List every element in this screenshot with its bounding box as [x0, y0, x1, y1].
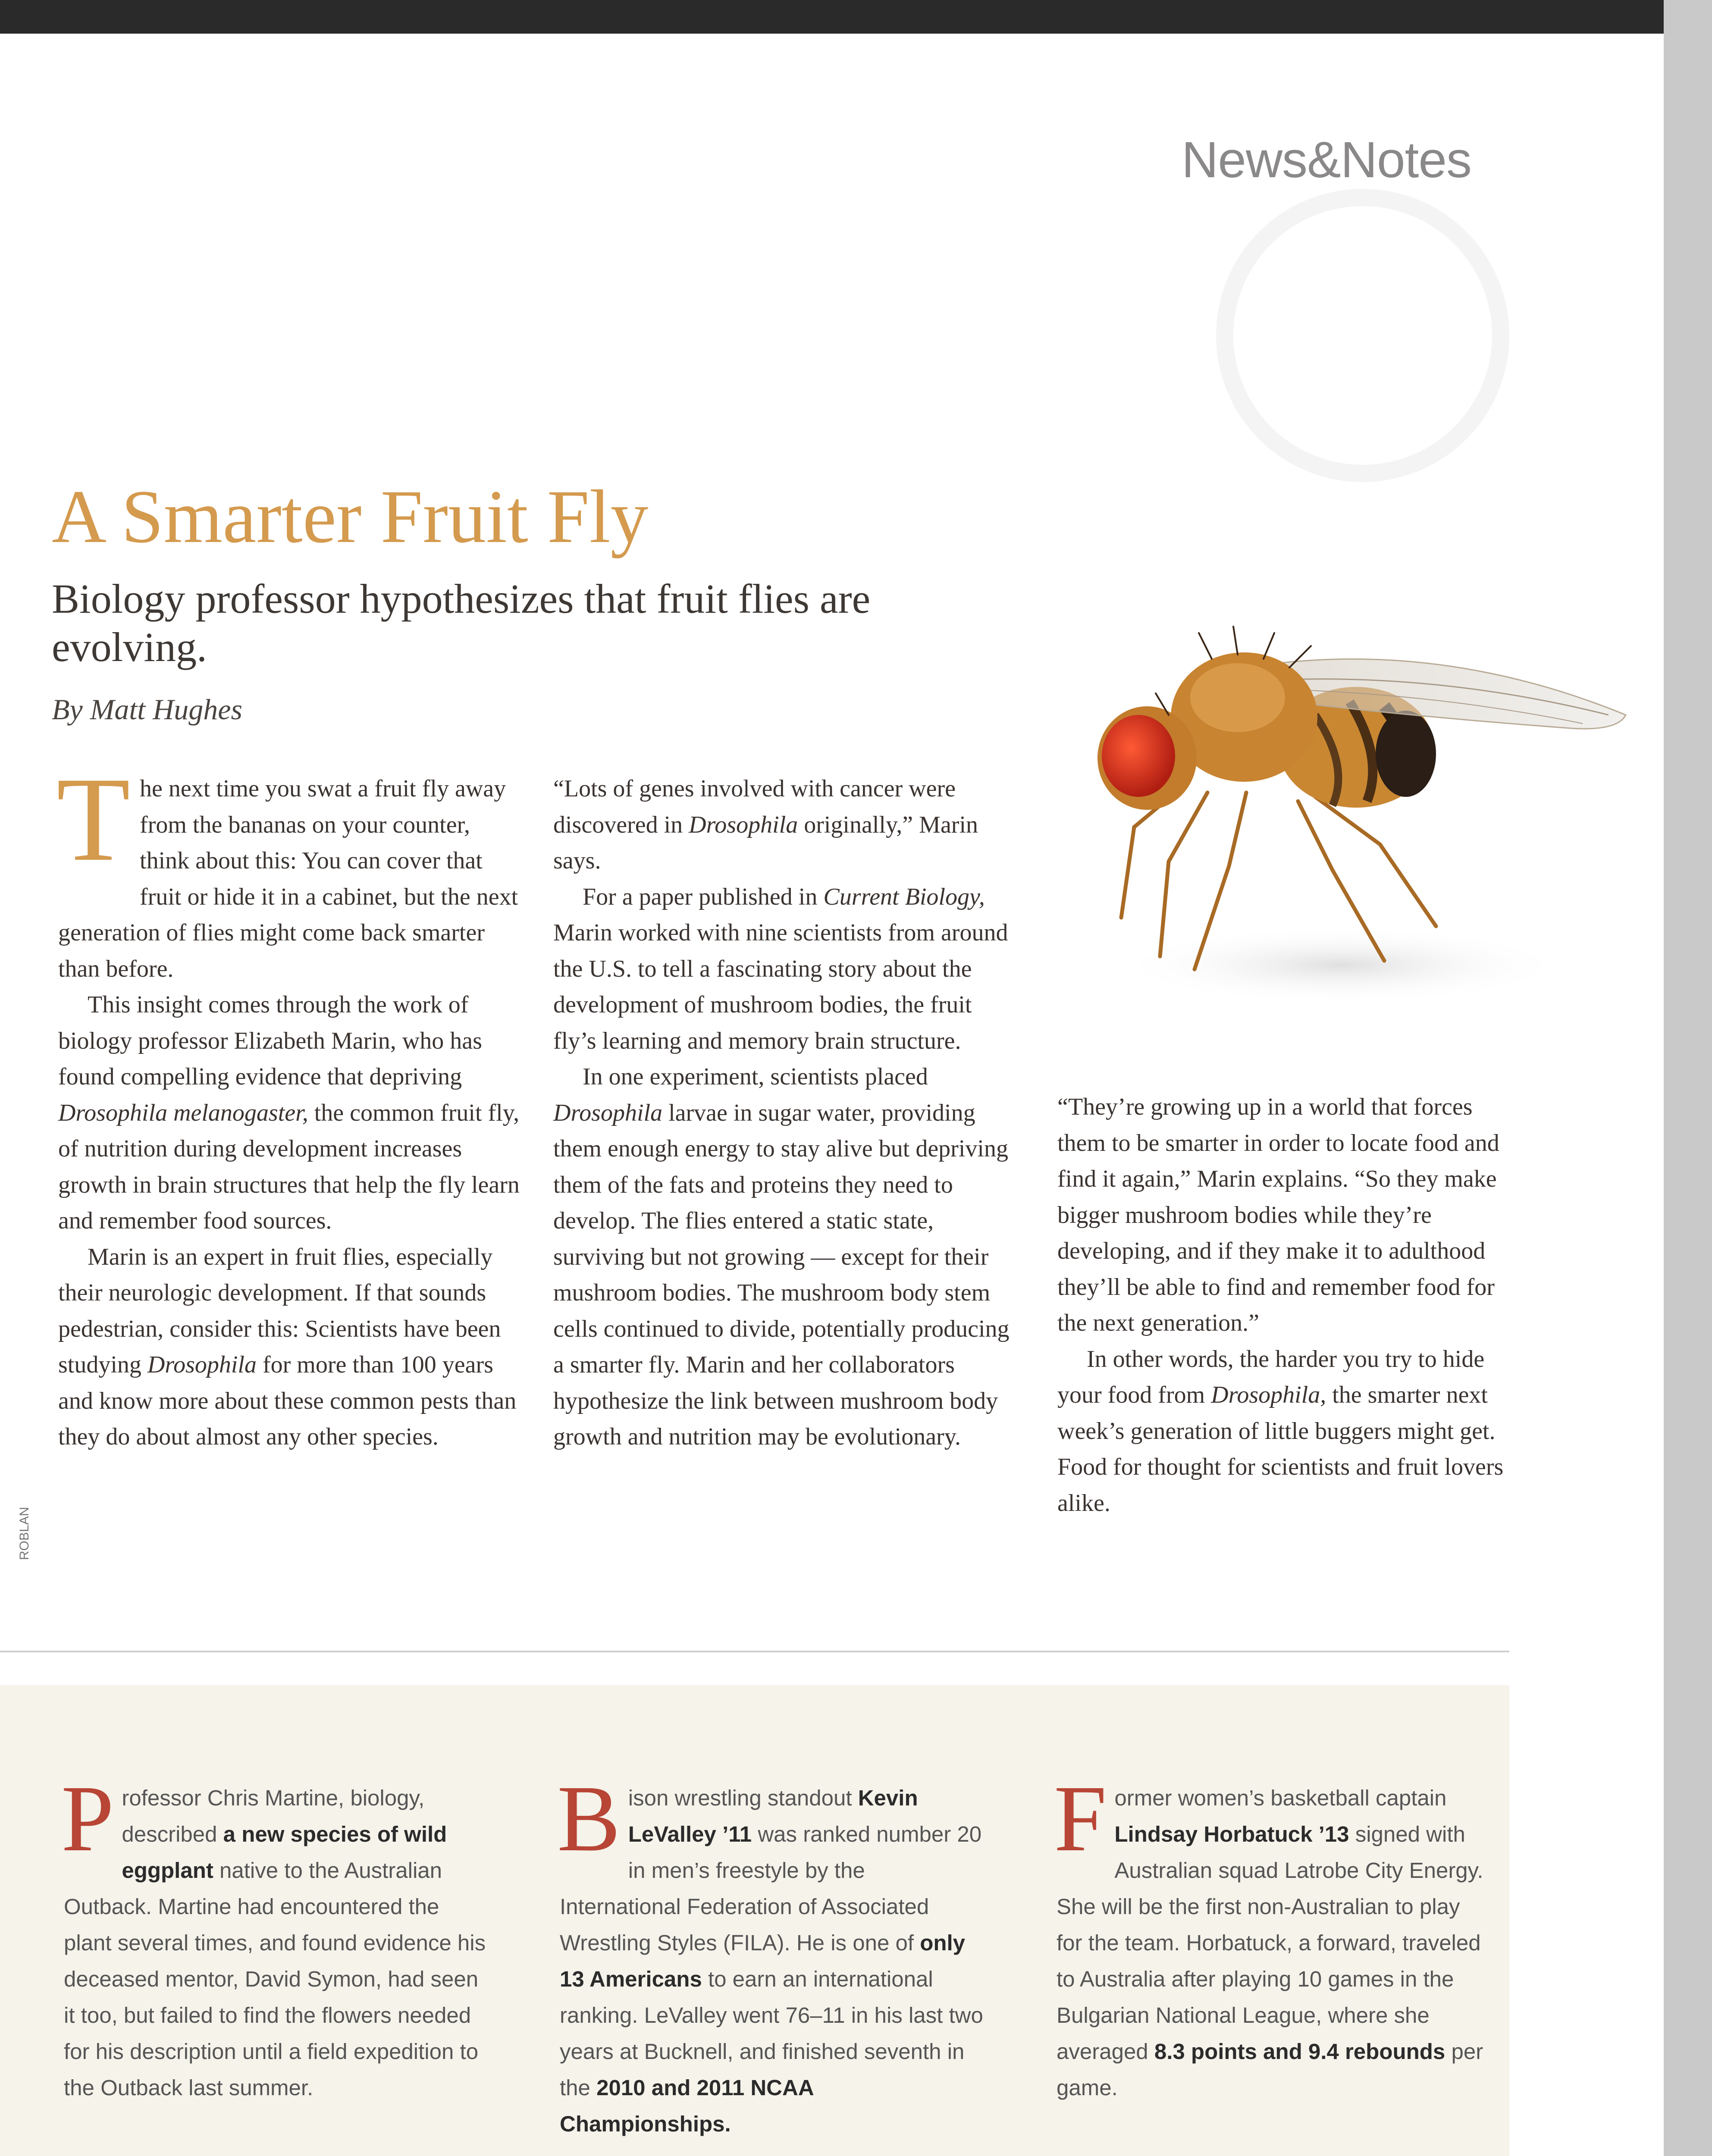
paragraph-text: “Lots of genes involved with cancer were discovered in — [553, 775, 956, 838]
drop-cap: P — [61, 1766, 114, 1871]
species-name: Drosophila, — [1211, 1382, 1326, 1408]
paragraph-text: he next time you swat a fruit fly away from the bananas on your counter, think about this: You can cover that fruit or hide it in a cabinet, but the next generation of flies might come back smarter than before. — [58, 775, 518, 982]
fruit-fly-illustration — [1005, 586, 1652, 1017]
news-brief — [61, 1766, 491, 2106]
paragraph-text: the smarter next week’s generation of little buggers might get. Food for thought for scientists and fruit lovers alike. — [1057, 1382, 1504, 1517]
paragraph-text: Marin is an expert in fruit flies, especially their neurologic development. If that sounds pedestrian, consider this: Scientists have been studying — [58, 1243, 501, 1378]
article-byline: By Matt Hughes — [52, 693, 242, 726]
article-column-3 — [1057, 1089, 1523, 1521]
article-column-2 — [553, 771, 1015, 1455]
paragraph — [1057, 1341, 1523, 1522]
paragraph — [58, 987, 520, 1239]
brief-highlight: a new species of wild eggplant — [122, 1822, 447, 1883]
species-name: Drosophila — [147, 1351, 257, 1378]
paragraph — [58, 1239, 520, 1455]
paragraph-text: In other words, the harder you try to hide your food from — [1057, 1345, 1485, 1408]
paragraph-text: This insight comes through the work of biology professor Elizabeth Marin, who has found compelling evidence that depriving — [58, 991, 482, 1090]
journal-name: Current Biology, — [823, 883, 985, 910]
news-brief — [557, 1766, 987, 2142]
brief-text: ison wrestling standout — [628, 1786, 858, 1810]
paragraph — [553, 1059, 1015, 1455]
paragraph-text: originally,” Marin says. — [553, 811, 978, 874]
paragraph-text: larvae in sugar water, providing them enough energy to stay alive but depriving them of the fats and proteins they need to develop. The flies entered a static state, surviving but not growing — except for their mushroom bodies. The mushroom body stem cells continued to divide, potentially producing a smarter fly. Marin and her collaborators hypothesize the link between mushroom body growth and nutrition may be evolutionary. — [553, 1099, 1010, 1450]
paragraph-text: for more than 100 years and know more about these common pests than they do about almost any other species. — [58, 1351, 517, 1450]
brief-highlight: only 13 Americans — [560, 1930, 966, 1991]
brief-text: signed with Australian squad Latrobe City Energy. She will be the first non-Australian to play for the team. Horbatuck, a forward, traveled to Australia after playing 10 games in the Bulgarian National League, where she averaged — [1057, 1822, 1483, 2064]
drop-cap: B — [557, 1766, 621, 1871]
brief-highlight: 8.3 points and 9.4 rebounds — [1154, 2039, 1445, 2064]
article-subtitle: Biology professor hypothesizes that fruit flies are evolving. — [52, 576, 871, 670]
paragraph — [553, 771, 1015, 879]
news-brief — [1054, 1766, 1483, 2106]
scan-edge — [1664, 0, 1712, 2156]
paragraph: “They’re growing up in a world that forces them to be smarter in order to locate food and find it again,” Marin explains. “So they make bigger mushroom bodies while they’re developing, and if they make it to adulthood they’ll be able to find and remember food for the next generation.” — [1057, 1094, 1499, 1336]
drop-cap: F — [1054, 1766, 1107, 1871]
species-name: Drosophila — [689, 811, 798, 838]
paragraph — [56, 752, 520, 987]
paragraph-text: the common fruit fly, of nutrition during development increases growth in brain structures that help the fly learn and remember food sources. — [58, 1099, 520, 1234]
article-title: A Smarter Fruit Fly — [52, 475, 649, 559]
brief-highlight: 2010 and 2011 NCAA Championships. — [560, 2075, 813, 2136]
paragraph — [553, 879, 1015, 1059]
photo-credit: ROBLAN — [17, 1507, 31, 1560]
brief-text: native to the Australian Outback. Martine had encountered the plant several times, and found evidence his deceased mentor, David Symon, had seen it too, but failed to find the flowers needed for his description until a field expedition to the Outback last summer. — [64, 1858, 486, 2100]
paragraph-text: In one experiment, scientists placed — [583, 1063, 928, 1090]
divider — [0, 1651, 1509, 1652]
brief-text: was ranked number 20 in men’s freestyle by the International Federation of Associated Wrestling Styles (FILA). He is one of — [560, 1822, 982, 1955]
drop-cap: T — [56, 752, 131, 886]
paragraph-text: Marin worked with nine scientists from around the U.S. to tell a fascinating story about the development of mushroom bodies, the fruit fly’s learning and memory brain structure. — [553, 919, 1008, 1054]
magazine-page — [0, 34, 1664, 2156]
decorative-circle — [1216, 189, 1509, 482]
paragraph-text: For a paper published in — [583, 883, 824, 910]
section-heading: News&Notes — [1182, 132, 1472, 188]
brief-highlight: Lindsay Horbatuck ’13 — [1114, 1822, 1349, 1846]
brief-highlight: Kevin LeValley ’11 — [628, 1786, 918, 1846]
brief-text: per game. — [1057, 2039, 1483, 2100]
species-name: Drosophila melanogaster, — [58, 1099, 308, 1126]
brief-text: ormer women’s basketball captain — [1114, 1786, 1447, 1810]
brief-text: to earn an international ranking. LeValley went 76–11 in his last two years at Bucknell, and finished seventh in the — [560, 1967, 983, 2100]
brief-text: rofessor Chris Martine, biology, described — [122, 1786, 425, 1846]
article-column-1 — [56, 752, 520, 1455]
species-name: Drosophila — [553, 1099, 663, 1126]
